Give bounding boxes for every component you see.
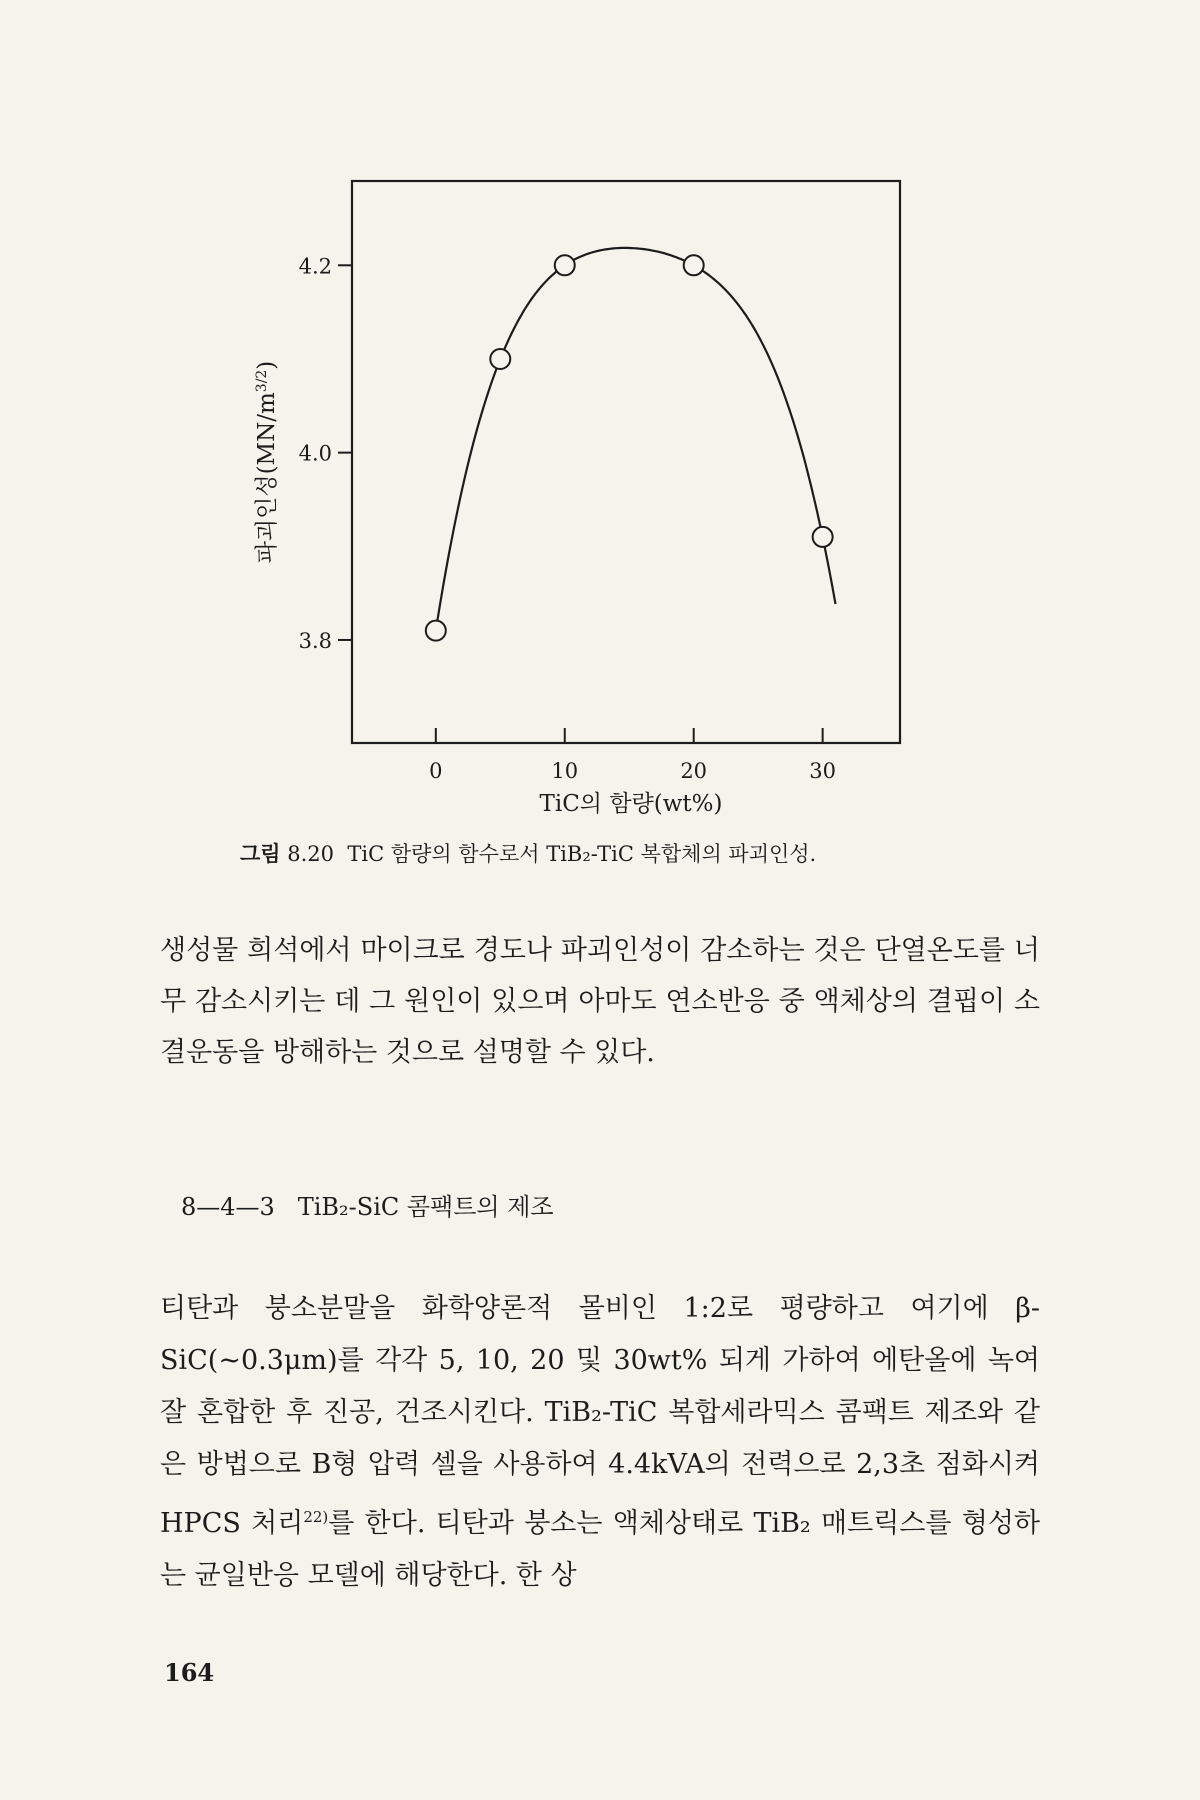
caption-text: TiC 함량의 함수로서 TiB₂-TiC 복합체의 파괴인성. bbox=[347, 842, 817, 866]
x-tick-label: 20 bbox=[680, 759, 708, 783]
paragraph-2-continuation: 를 한다. 티탄과 붕소는 액체상태로 TiB₂ 매트릭스를 형성하는 균일반응 모델에 해당한다. 한 상 bbox=[160, 1508, 1040, 1591]
data-point bbox=[813, 527, 833, 547]
y-tick-label: 4.2 bbox=[298, 254, 332, 279]
fit-curve bbox=[436, 248, 836, 631]
section-heading bbox=[181, 1187, 554, 1222]
reference-marker: 22) bbox=[303, 1508, 329, 1526]
toughness-chart bbox=[0, 0, 1200, 830]
figure-label: 그림 bbox=[240, 842, 281, 866]
section-number: 8—4—3 bbox=[181, 1193, 275, 1221]
plot-frame bbox=[352, 181, 900, 743]
page-number: 164 bbox=[164, 1658, 215, 1687]
y-tick-label: 4.0 bbox=[298, 441, 332, 466]
x-axis-label: TiC의 함량(wt%) bbox=[539, 791, 723, 817]
data-points bbox=[426, 255, 833, 640]
body-paragraph-1: 생성물 희석에서 마이크로 경도나 파괴인성이 감소하는 것은 단열온도를 너무 감소시키는 데 그 원인이 있으며 아마도 연소반응 중 액체상의 결핍이 소결운동을 방해하는 것으로 설명할 수 있다. bbox=[160, 935, 1040, 1068]
data-point bbox=[490, 349, 510, 369]
figure-caption bbox=[240, 838, 1040, 868]
x-tick-label: 30 bbox=[809, 759, 837, 783]
y-axis-label: 파괴인성$(MN/m^{3/2})$ bbox=[254, 360, 280, 564]
x-tick-label: 10 bbox=[551, 759, 579, 783]
body-paragraph-2 bbox=[160, 1283, 1040, 1602]
data-point bbox=[426, 621, 446, 641]
section-title: TiB₂-SiC 콤팩트의 제조 bbox=[297, 1193, 554, 1221]
paragraph-2-text: 티탄과 붕소분말을 화학양론적 몰비인 1:2로 평량하고 여기에 β-SiC(~0.3μm)를 각각 5, 10, 20 및 30wt% 되게 가하여 에탄올에 녹여 잘 혼합한 후 진공, 건조시킨다. TiB₂-TiC 복합세라믹스 콤팩트 제조와 같은 방법으로 B형 압력 셀을 사용하여 4.4kVA의 전력으로 2,3초 점화시켜 HPCS 처리 bbox=[160, 1293, 1040, 1539]
y-tick-label: 3.8 bbox=[298, 628, 332, 653]
x-axis-ticks bbox=[429, 728, 836, 783]
data-point bbox=[555, 255, 575, 275]
figure-number: 8.20 bbox=[287, 842, 335, 866]
y-axis-ticks bbox=[299, 254, 352, 653]
data-point bbox=[684, 255, 704, 275]
x-tick-label: 0 bbox=[429, 759, 443, 783]
